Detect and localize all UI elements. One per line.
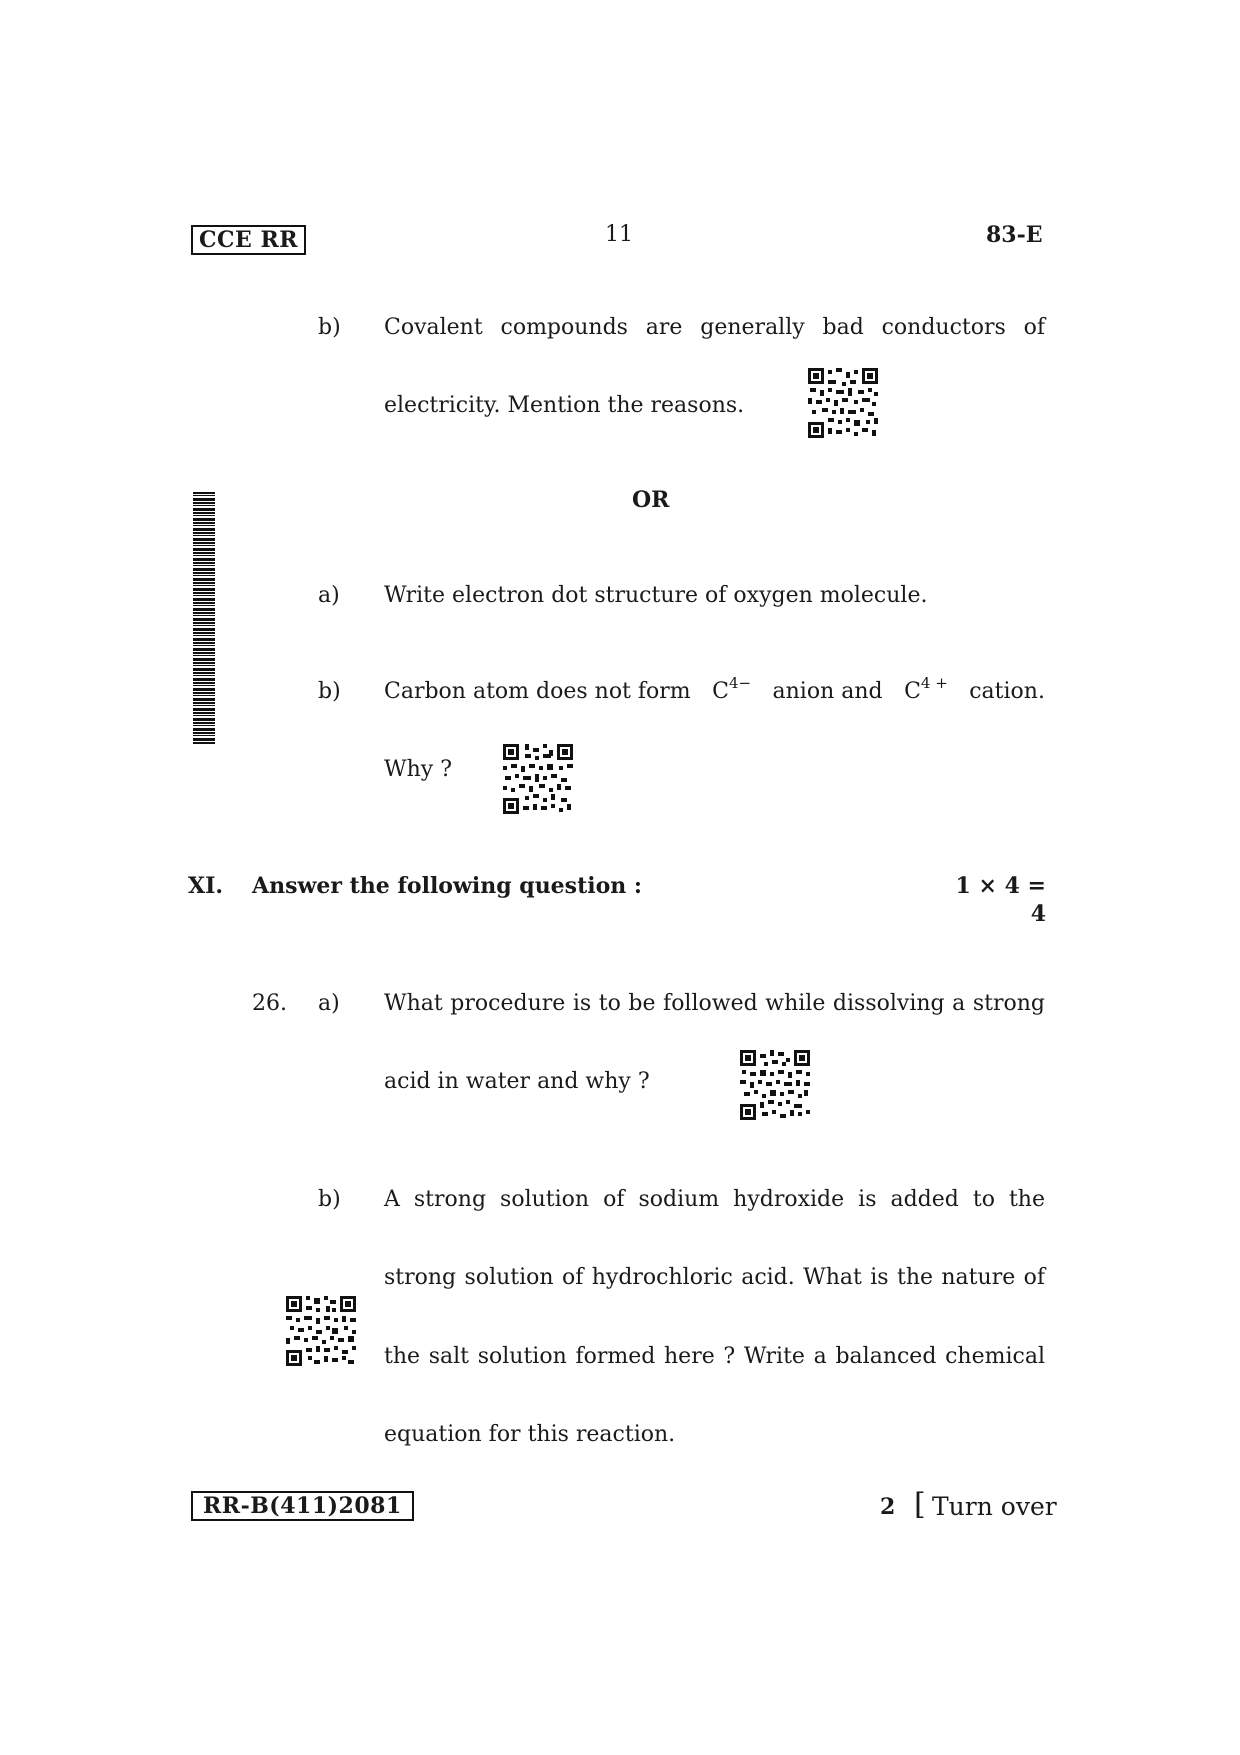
exam-series-box: CCE RR	[191, 225, 306, 255]
carbon-cation-formula	[904, 674, 948, 706]
question-number: 26.	[252, 991, 287, 1016]
question-label: b)	[318, 679, 341, 704]
barcode-image	[193, 492, 215, 744]
charge-superscript: 4−	[728, 674, 752, 692]
qr-code-image	[740, 1050, 810, 1120]
text-segment: Carbon atom does not form	[384, 679, 691, 704]
page-number: 11	[605, 222, 633, 247]
paper-id-box: RR-B(411)2081	[191, 1491, 414, 1521]
page-count: 2	[880, 1494, 896, 1520]
section-marks: 1 × 4 = 4	[955, 873, 1046, 927]
qr-code-image	[286, 1296, 356, 1366]
text-segment: cation.	[969, 679, 1045, 704]
question-label: b)	[318, 1187, 341, 1212]
question-text-line: A strong solution of sodium hydroxide is added to the	[384, 1187, 1045, 1212]
question-text-line: What procedure is to be followed while dissolving a strong	[384, 991, 1045, 1016]
element-symbol: C	[904, 679, 921, 704]
section-instruction: Answer the following question :	[252, 873, 643, 899]
section-numeral: XI.	[188, 873, 224, 899]
question-label: a)	[318, 991, 340, 1016]
question-text-line: Write electron dot structure of oxygen molecule.	[384, 583, 928, 608]
turn-over-label: Turn over	[932, 1492, 1057, 1521]
question-text-line: the salt solution formed here ? Write a balanced chemical	[384, 1344, 1045, 1369]
question-text-line: Why ?	[384, 757, 452, 782]
question-text-line: acid in water and why ?	[384, 1069, 650, 1094]
qr-code-image	[503, 744, 573, 814]
carbon-anion-formula	[712, 674, 752, 706]
bracket-glyph: [	[914, 1487, 926, 1522]
question-label: b)	[318, 315, 341, 340]
question-label: a)	[318, 583, 340, 608]
question-text-line: equation for this reaction.	[384, 1422, 676, 1447]
question-text-line: electricity. Mention the reasons.	[384, 393, 745, 418]
element-symbol: C	[712, 679, 729, 704]
question-text-line	[384, 674, 1045, 706]
qr-code-image	[808, 368, 878, 438]
charge-superscript: 4 +	[920, 674, 948, 692]
or-divider: OR	[632, 487, 670, 513]
question-text-line: Covalent compounds are generally bad conductors of	[384, 315, 1045, 340]
question-text-line: strong solution of hydrochloric acid. What is the nature of	[384, 1265, 1045, 1290]
text-segment: anion and	[772, 679, 883, 704]
paper-code: 83-E	[986, 222, 1043, 248]
